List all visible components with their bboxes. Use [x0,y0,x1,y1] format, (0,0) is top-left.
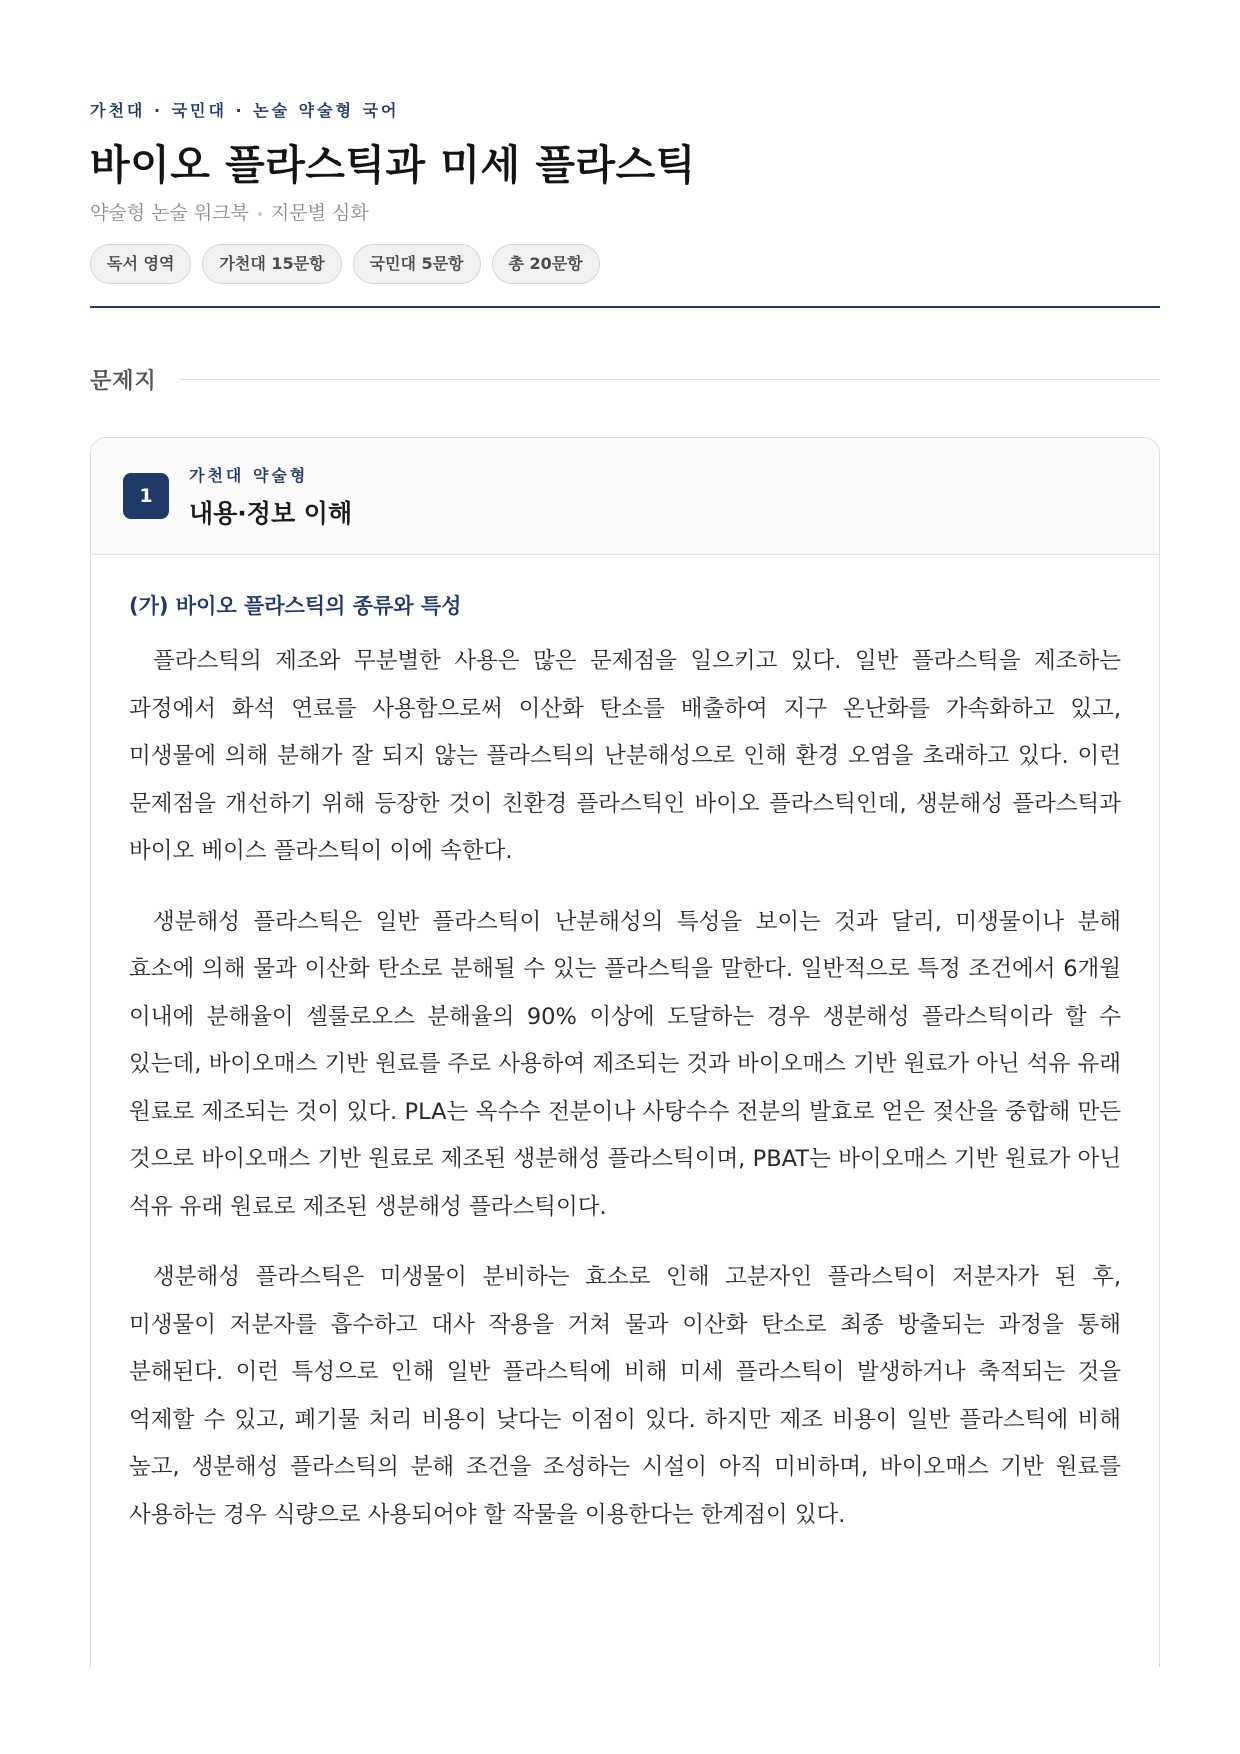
section-divider [179,379,1160,380]
tag-reading-area: 독서 영역 [90,244,191,284]
passage-body [91,555,1159,1539]
question-card [90,437,1160,1667]
header-divider [90,306,1160,308]
passage-paragraph: 플라스틱의 제조와 무분별한 사용은 많은 문제점을 일으키고 있다. 일반 플라스틱을 제조하는 과정에서 화석 연료를 사용함으로써 이산화 탄소를 배출하여 지구 온난화를 가속화하고 있고, 미생물에 의해 분해가 잘 되지 않는 플라스틱의 난분해성으로 인해 환경 오염을 초래하고 있다. 이런 문제점을 개선하기 위해 등장한 것이 친환경 플라스틱인 바이오 플라스틱인데, 생분해성 플라스틱과 바이오 베이스 플라스틱이 이에 속한다. [129,648,1121,864]
passage-paragraph: 생분해성 플라스틱은 일반 플라스틱이 난분해성의 특성을 보이는 것과 달리, 미생물이나 분해 효소에 의해 물과 이산화 탄소로 분해될 수 있는 플라스틱을 말한다. 일반적으로 특정 조건에서 6개월 이내에 분해율이 셀룰로오스 분해율의 90% 이상에 도달하는 경우 생분해성 플라스틱이라 할 수 있는데, 바이오매스 기반 원료를 주로 사용하여 제조되는 것과 바이오매스 기반 원료가 아닌 석유 유래 원료로 제조되는 것이 있다. PLA는 옥수수 전분이나 사탕수수 전분의 발효로 얻은 젖산을 중합해 만든 것으로 바이오매스 기반 원료로 제조된 생분해성 플라스틱이며, PBAT는 바이오매스 기반 원료가 아닌 석유 유래 원료로 제조된 생분해성 플라스틱이다. [129,908,1121,1220]
tag-list [90,244,1160,284]
subtitle-depth: 지문별 심화 [270,202,369,224]
tag-total-count: 총 20문항 [492,244,600,284]
question-card-header [91,438,1159,555]
header-kicker: 가천대 · 국민대 · 논술 약술형 국어 [90,101,400,120]
section-header [90,364,1160,395]
question-kicker: 가천대 약술형 [189,466,309,485]
tag-kookmin-count: 국민대 5문항 [353,244,481,284]
question-title: 내용·정보 이해 [189,499,353,528]
worksheet-page [90,100,1160,1667]
passage-paragraph: 생분해성 플라스틱은 미생물이 분비하는 효소로 인해 고분자인 플라스틱이 저분자가 된 후, 미생물이 저분자를 흡수하고 대사 작용을 거쳐 물과 이산화 탄소로 최종 방출되는 과정을 통해 분해된다. 이런 특성으로 인해 일반 플라스틱에 비해 미세 플라스틱이 발생하거나 축적되는 것을 억제할 수 있고, 폐기물 처리 비용이 낮다는 이점이 있다. 하지만 제조 비용이 일반 플라스틱에 비해 높고, 생분해성 플라스틱의 분해 조건을 조성하는 시설이 아직 미비하며, 바이오매스 기반 원료를 사용하는 경우 식량으로 사용되어야 할 작물을 이용한다는 한계점이 있다. [129,1264,1121,1528]
question-number-badge: 1 [123,473,169,519]
page-title: 바이오 플라스틱과 미세 플라스틱 [90,141,696,189]
subtitle-separator [258,212,262,216]
section-label: 문제지 [90,369,157,394]
page-subtitle [90,200,1160,226]
subtitle-workbook: 약술형 논술 워크북 [90,202,249,224]
passage-heading: (가) 바이오 플라스틱의 종류와 특성 [129,594,462,618]
tag-gachon-count: 가천대 15문항 [202,244,341,284]
